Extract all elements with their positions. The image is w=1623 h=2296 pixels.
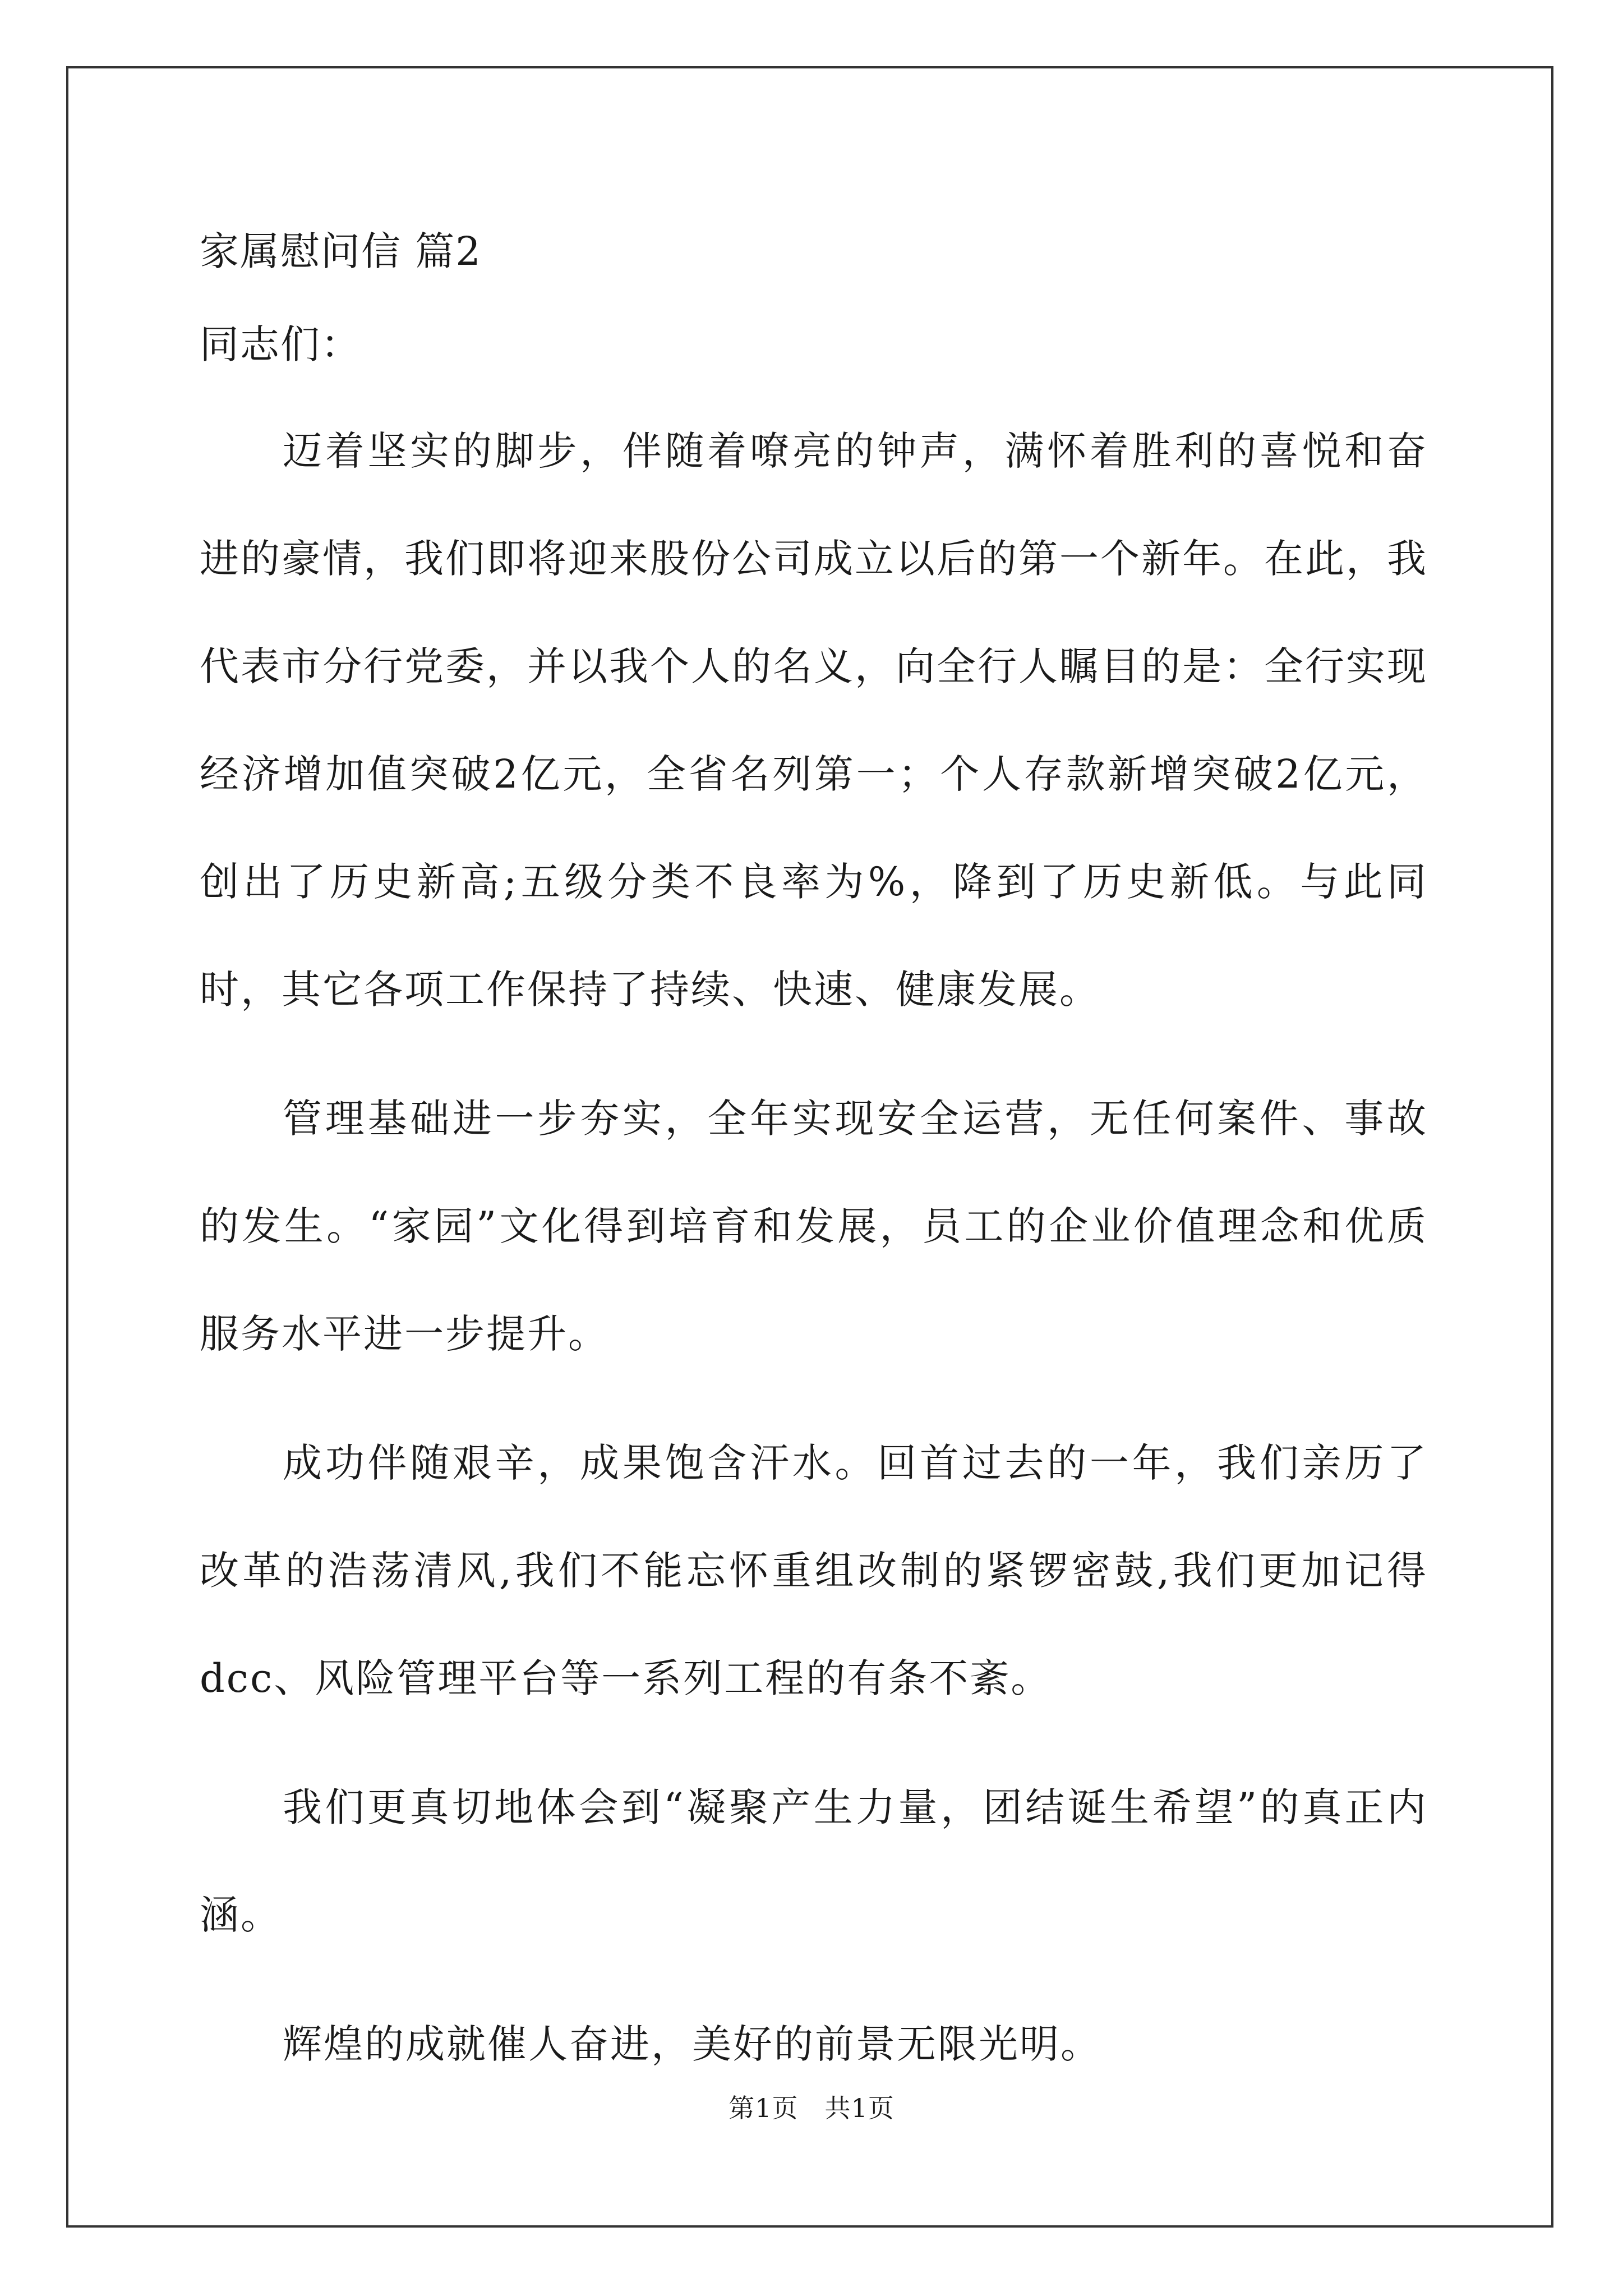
page-number-footer: 第1页 共1页 (728, 2093, 895, 2123)
paragraph-4: 我们更真切地体会到“凝聚产生力量，团结诞生希望”的真正内涵。 (200, 1784, 1428, 1938)
salutation: 同志们： (200, 321, 361, 367)
document-title: 家属慰问信 篇2 (200, 228, 482, 274)
paragraph-3: 成功伴随艰辛，成果饱含汗水。回首过去的一年，我们亲历了改革的浩荡清风,我们不能忘怀重组改制的紧锣密鼓,我们更加记得dcc、风险管理平台等一系列工程的有条不紊。 (200, 1440, 1428, 1701)
document-body (200, 223, 1428, 2145)
paragraph-2: 管理基础进一步夯实，全年实现安全运营，无任何案件、事故的发生。“家园”文化得到培育和发展，员工的企业价值理念和优质服务水平进一步提升。 (200, 1096, 1428, 1357)
paragraph-5: 辉煌的成就催人奋进，美好的前景无限光明。 (283, 2021, 1101, 2067)
paragraph-1: 迈着坚实的脚步，伴随着嘹亮的钟声，满怀着胜利的喜悦和奋进的豪情，我们即将迎来股份公司成立以后的第一个新年。在此，我代表市分行党委，并以我个人的名义，向全行人瞩目的是：全行实现经济增加值突破2亿元，全省名列第一；个人存款新增突破2亿元，创出了历史新高;五级分类不良率为%，降到了历史新低。与此同时，其它各项工作保持了持续、快速、健康发展。 (200, 428, 1428, 1013)
